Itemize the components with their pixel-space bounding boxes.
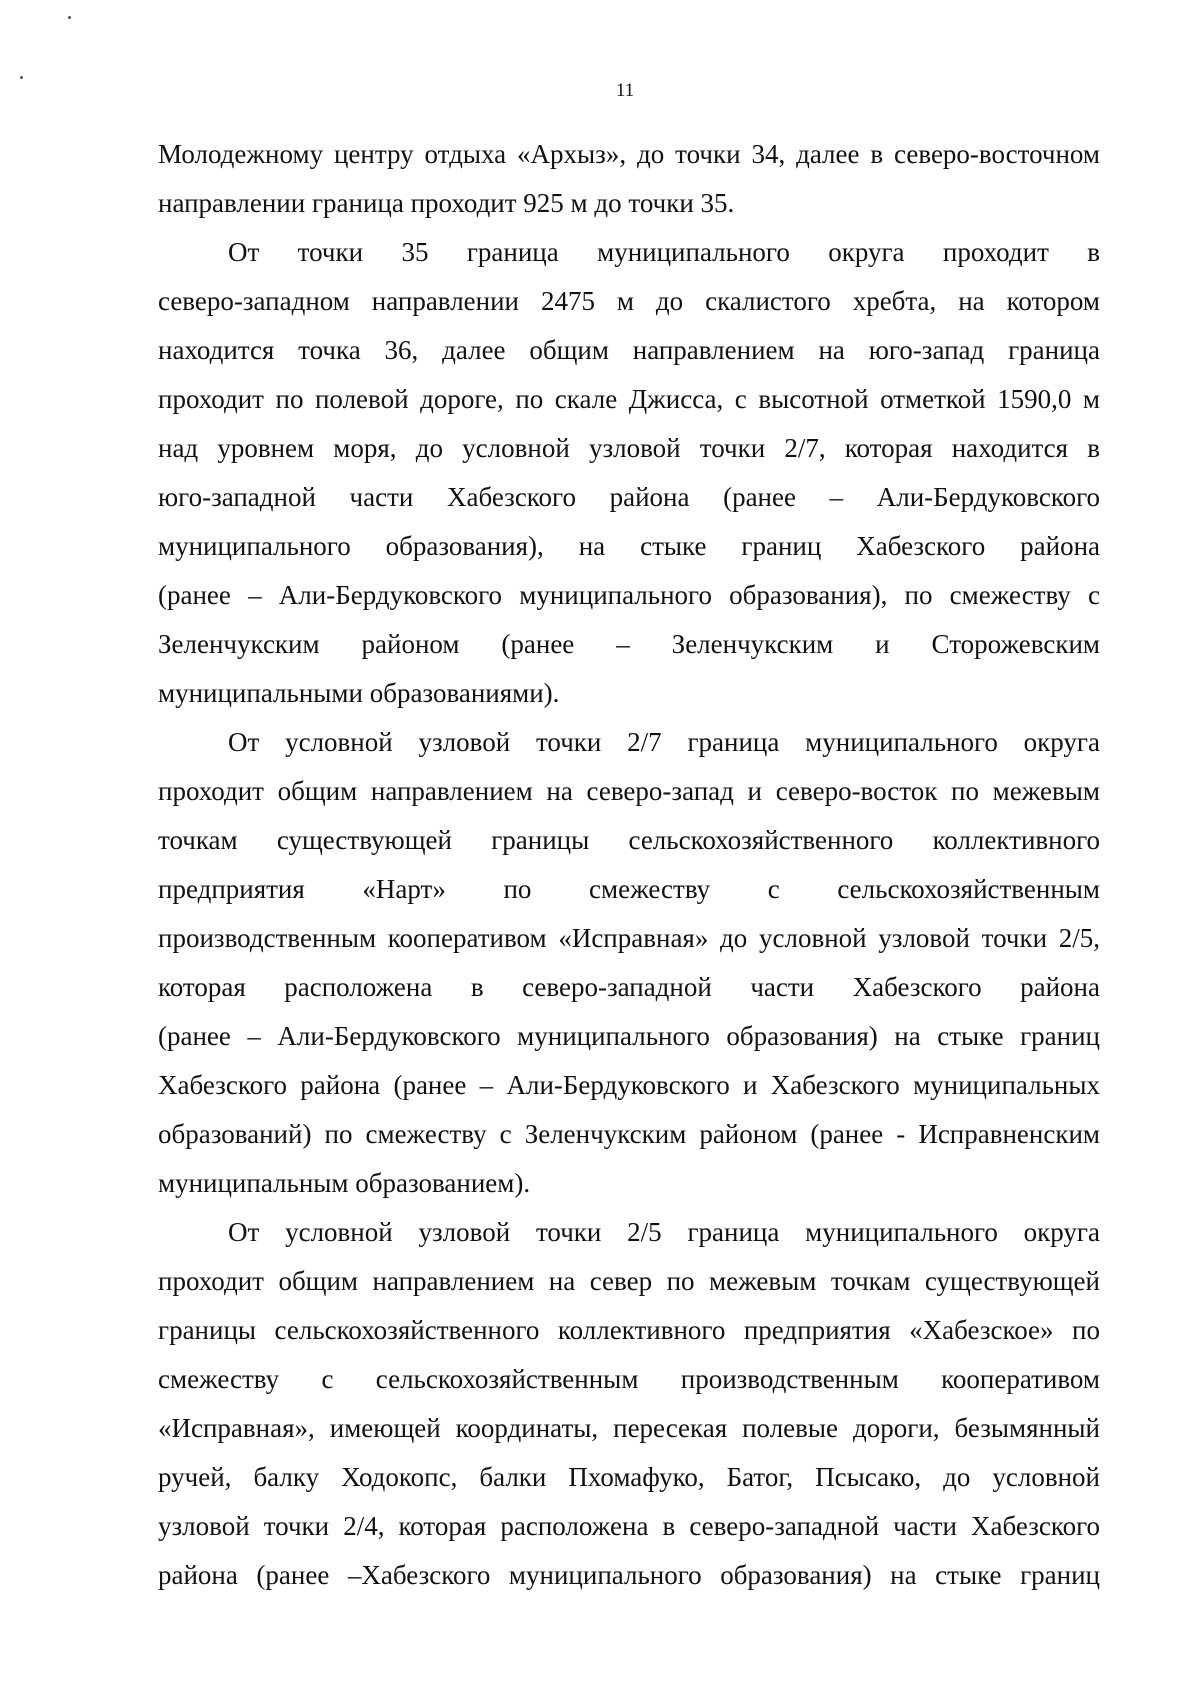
text-line: Молодежному центру отдыха «Архыз», до точки 34, далее в северо-восточном bbox=[158, 139, 1100, 169]
page-number: 11 bbox=[615, 80, 635, 101]
text-line: предприятия «Нарт» по смежеству с сельскохозяйственным bbox=[158, 874, 1100, 904]
text-line: От условной узловой точки 2/5 граница муниципального округа bbox=[228, 1217, 1100, 1247]
text-line: узловой точки 2/4, которая расположена в северо-западной части Хабезского bbox=[158, 1511, 1100, 1541]
paragraph bbox=[158, 228, 1100, 718]
text-line: производственным кооперативом «Исправная» до условной узловой точки 2/5, bbox=[158, 923, 1100, 953]
text-line: (ранее – Али-Бердуковского муниципального образования), по смежеству с bbox=[158, 580, 1100, 610]
text-line: (ранее – Али-Бердуковского муниципального образования) на стыке границ bbox=[158, 1021, 1100, 1051]
text-line: юго-западной части Хабезского района (ранее – Али-Бердуковского bbox=[158, 482, 1100, 512]
document-body bbox=[158, 130, 1100, 1600]
text-line: От условной узловой точки 2/7 граница муниципального округа bbox=[228, 727, 1100, 757]
text-line: северо-западном направлении 2475 м до скалистого хребта, на котором bbox=[158, 286, 1100, 316]
text-line: проходит общим направлением на север по межевым точкам существующей bbox=[158, 1266, 1100, 1296]
text-line: «Исправная», имеющей координаты, пересекая полевые дороги, безымянный bbox=[158, 1413, 1100, 1443]
text-line: проходит общим направлением на северо-запад и северо-восток по межевым bbox=[158, 776, 1100, 806]
scan-speck bbox=[68, 16, 71, 19]
text-line: муниципальным образованием). bbox=[158, 1168, 531, 1198]
text-line: находится точка 36, далее общим направлением на юго-запад граница bbox=[158, 335, 1100, 365]
text-line: направлении граница проходит 925 м до точки 35. bbox=[158, 188, 735, 218]
text-line: точкам существующей границы сельскохозяйственного коллективного bbox=[158, 825, 1100, 855]
text-line: границы сельскохозяйственного коллективного предприятия «Хабезское» по bbox=[158, 1315, 1100, 1345]
scan-speck bbox=[20, 76, 23, 79]
text-line: муниципального образования), на стыке границ Хабезского района bbox=[158, 531, 1100, 561]
paragraph bbox=[158, 718, 1100, 1208]
paragraph bbox=[158, 1208, 1100, 1600]
text-line: муниципальными образованиями). bbox=[158, 678, 560, 708]
text-line: От точки 35 граница муниципального округа проходит в bbox=[228, 237, 1100, 267]
text-line: смежеству с сельскохозяйственным производственным кооперативом bbox=[158, 1364, 1100, 1394]
paragraph bbox=[158, 130, 1100, 228]
text-line: над уровнем моря, до условной узловой точки 2/7, которая находится в bbox=[158, 433, 1100, 463]
text-line: Зеленчукским районом (ранее – Зеленчукским и Сторожевским bbox=[158, 629, 1100, 659]
text-line: района (ранее –Хабезского муниципального образования) на стыке границ bbox=[158, 1560, 1100, 1590]
text-line: ручей, балку Ходокопс, балки Пхомафуко, Батог, Псысако, до условной bbox=[158, 1462, 1100, 1492]
text-line: проходит по полевой дороге, по скале Джисса, с высотной отметкой 1590,0 м bbox=[158, 384, 1100, 414]
text-line: Хабезского района (ранее – Али-Бердуковского и Хабезского муниципальных bbox=[158, 1070, 1100, 1100]
text-line: образований) по смежеству с Зеленчукским районом (ранее - Исправненским bbox=[158, 1119, 1100, 1149]
text-line: которая расположена в северо-западной части Хабезского района bbox=[158, 972, 1100, 1002]
